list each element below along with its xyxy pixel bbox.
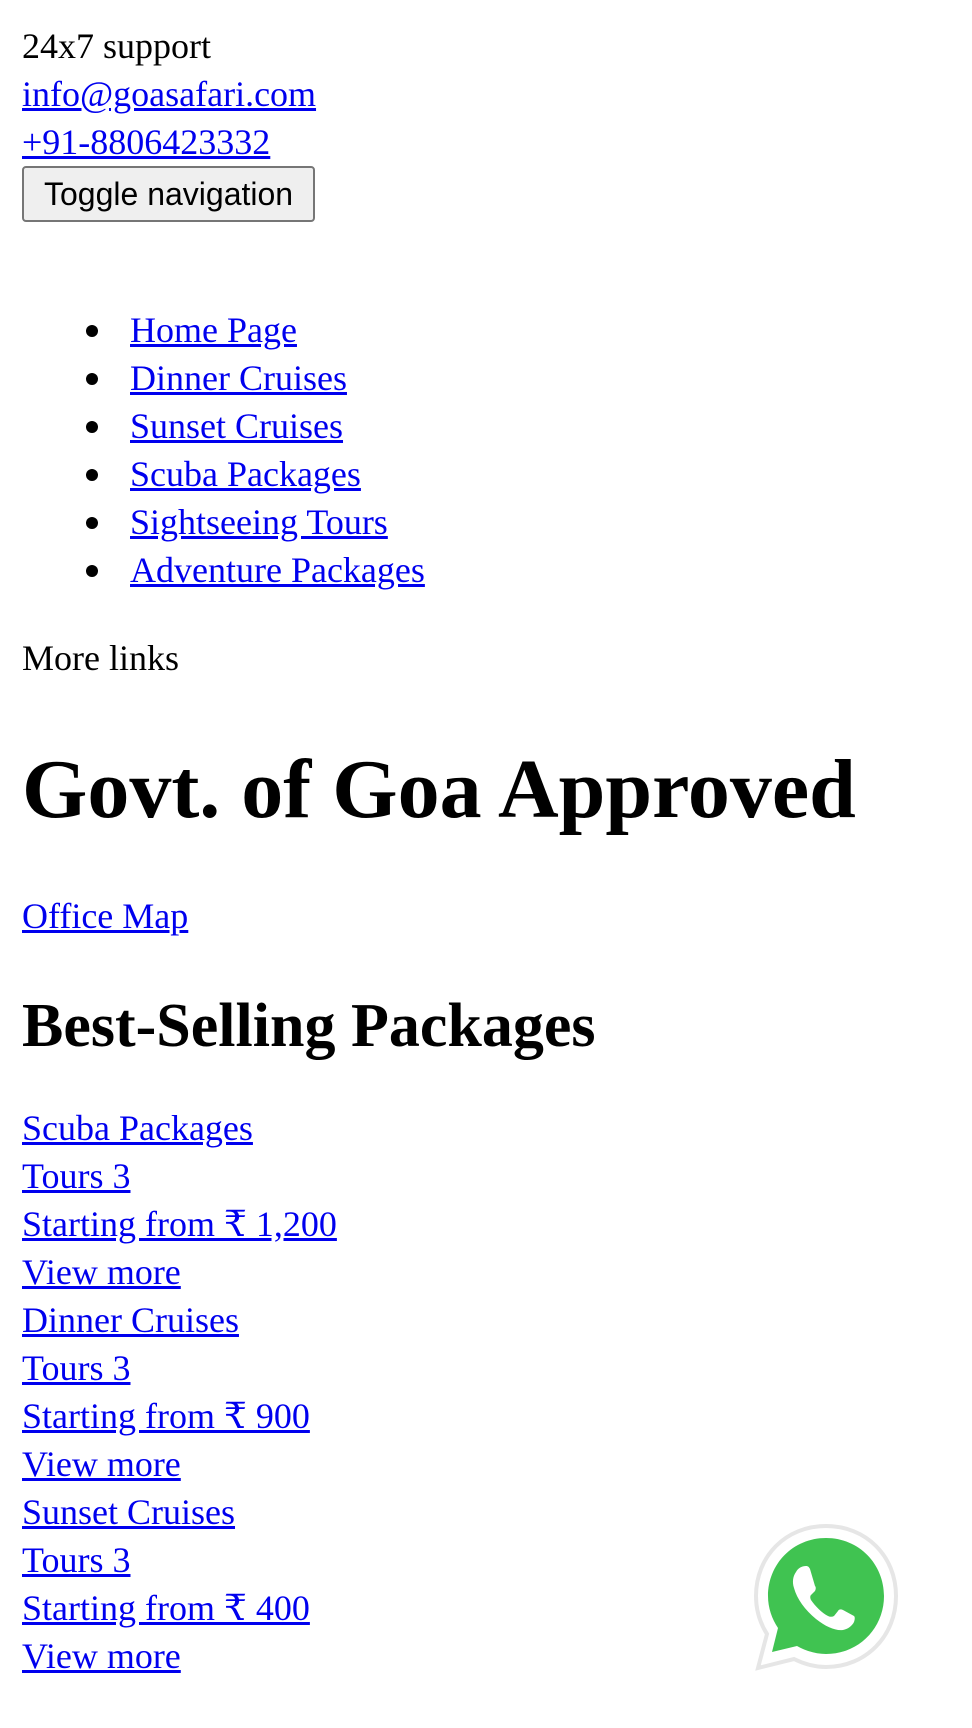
nav-link-adventure-packages[interactable]: Adventure Packages bbox=[130, 550, 425, 590]
nav-link-home[interactable]: Home Page bbox=[130, 310, 297, 350]
nav-link-dinner-cruises[interactable]: Dinner Cruises bbox=[130, 358, 347, 398]
bullet-icon bbox=[86, 517, 98, 529]
page-content bbox=[22, 0, 952, 1680]
nav-link-sightseeing-tours[interactable]: Sightseeing Tours bbox=[130, 502, 388, 542]
package-tours-link[interactable]: Tours 3 bbox=[22, 1156, 131, 1196]
bullet-icon bbox=[86, 565, 98, 577]
bullet-icon bbox=[86, 469, 98, 481]
email-link[interactable]: info@goasafari.com bbox=[22, 74, 317, 114]
nav-item-scuba-packages bbox=[22, 450, 952, 498]
bullet-icon bbox=[86, 373, 98, 385]
main-nav bbox=[22, 306, 952, 594]
view-more-link[interactable]: View more bbox=[22, 1252, 181, 1292]
package-card-dinner-cruises bbox=[22, 1296, 952, 1488]
view-more-link[interactable]: View more bbox=[22, 1444, 181, 1484]
nav-link-scuba-packages[interactable]: Scuba Packages bbox=[130, 454, 361, 494]
phone-link[interactable]: +91-8806423332 bbox=[22, 122, 271, 162]
support-text: 24x7 support bbox=[22, 26, 211, 66]
nav-item-dinner-cruises bbox=[22, 354, 952, 402]
package-price-link[interactable]: Starting from ₹ 900 bbox=[22, 1396, 310, 1436]
package-price-link[interactable]: Starting from ₹ 1,200 bbox=[22, 1204, 337, 1244]
package-name-link[interactable]: Sunset Cruises bbox=[22, 1492, 236, 1532]
office-map-link[interactable]: Office Map bbox=[22, 896, 189, 936]
toggle-navigation-button[interactable]: Toggle navigation bbox=[22, 166, 315, 222]
bullet-icon bbox=[86, 421, 98, 433]
package-price-link[interactable]: Starting from ₹ 400 bbox=[22, 1588, 310, 1628]
nav-item-sunset-cruises bbox=[22, 402, 952, 450]
nav-link-sunset-cruises[interactable]: Sunset Cruises bbox=[130, 406, 344, 446]
best-selling-heading: Best-Selling Packages bbox=[22, 992, 596, 1060]
package-name-link[interactable]: Scuba Packages bbox=[22, 1108, 253, 1148]
package-tours-link[interactable]: Tours 3 bbox=[22, 1540, 131, 1580]
view-more-link[interactable]: View more bbox=[22, 1636, 181, 1676]
whatsapp-icon bbox=[748, 1520, 904, 1676]
nav-item-adventure-packages bbox=[22, 546, 952, 594]
package-card-scuba bbox=[22, 1104, 952, 1296]
more-links-label: More links bbox=[22, 638, 179, 678]
package-name-link[interactable]: Dinner Cruises bbox=[22, 1300, 239, 1340]
whatsapp-button[interactable] bbox=[748, 1520, 904, 1676]
approved-heading: Govt. of Goa Approved bbox=[22, 743, 856, 836]
bullet-icon bbox=[86, 325, 98, 337]
nav-item-sightseeing-tours bbox=[22, 498, 952, 546]
nav-item-home bbox=[22, 306, 952, 354]
package-tours-link[interactable]: Tours 3 bbox=[22, 1348, 131, 1388]
